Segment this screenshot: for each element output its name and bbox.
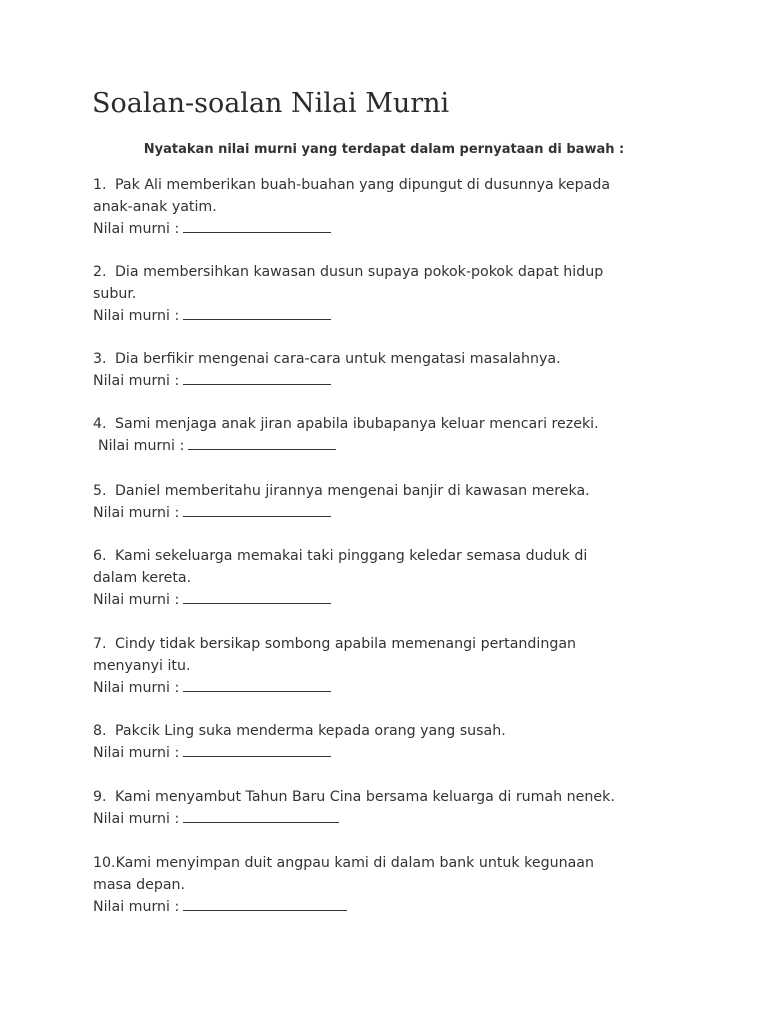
answer-blank-7[interactable] xyxy=(183,677,331,692)
question-3-text-1: Dia berfikir mengenai cara-cara untuk mengatasi masalahnya. xyxy=(115,351,561,367)
question-5-number: 5. xyxy=(93,483,107,499)
answer-label: Nilai murni : xyxy=(98,438,185,454)
question-6-answer xyxy=(93,589,693,611)
question-1-number: 1. xyxy=(93,177,107,193)
question-3 xyxy=(93,348,693,392)
question-2-line-1 xyxy=(93,261,693,283)
answer-blank-1[interactable] xyxy=(183,218,331,233)
question-6 xyxy=(93,545,693,611)
answer-label: Nilai murni : xyxy=(93,308,180,324)
question-10-number: 10. xyxy=(93,855,116,871)
question-8-answer xyxy=(93,742,693,764)
question-4-answer xyxy=(93,435,693,457)
answer-label: Nilai murni : xyxy=(93,745,180,761)
question-9-line-1 xyxy=(93,786,693,808)
answer-blank-9[interactable] xyxy=(183,808,339,823)
question-4-number: 4. xyxy=(93,416,107,432)
question-3-line-1 xyxy=(93,348,693,370)
question-5-answer xyxy=(93,502,693,524)
question-7-answer xyxy=(93,677,693,699)
question-10-answer xyxy=(93,896,693,918)
question-7-text-2: menyanyi itu. xyxy=(93,658,191,674)
answer-blank-8[interactable] xyxy=(183,742,331,757)
question-6-line-1 xyxy=(93,545,693,567)
question-1 xyxy=(93,174,693,240)
question-7 xyxy=(93,633,693,699)
question-8-text-1: Pakcik Ling suka menderma kepada orang yang susah. xyxy=(115,723,506,739)
question-9-number: 9. xyxy=(93,789,107,805)
question-10 xyxy=(93,852,693,918)
question-4-text-1: Sami menjaga anak jiran apabila ibubapanya keluar mencari rezeki. xyxy=(115,416,599,432)
question-7-number: 7. xyxy=(93,636,107,652)
question-9-text-1: Kami menyambut Tahun Baru Cina bersama keluarga di rumah nenek. xyxy=(115,789,615,805)
answer-label: Nilai murni : xyxy=(93,680,180,696)
answer-blank-2[interactable] xyxy=(183,305,331,320)
answer-blank-10[interactable] xyxy=(183,896,347,911)
answer-blank-6[interactable] xyxy=(183,589,331,604)
question-10-line-1 xyxy=(93,852,693,874)
question-2-answer xyxy=(93,305,693,327)
answer-blank-3[interactable] xyxy=(183,370,331,385)
answer-blank-4[interactable] xyxy=(188,435,336,450)
answer-label: Nilai murni : xyxy=(93,373,180,389)
question-1-text-1: Pak Ali memberikan buah-buahan yang dipungut di dusunnya kepada xyxy=(115,177,611,193)
question-3-answer xyxy=(93,370,693,392)
question-10-text-1: Kami menyimpan duit angpau kami di dalam bank untuk kegunaan xyxy=(115,855,594,871)
question-1-text-2: anak-anak yatim. xyxy=(93,199,217,215)
question-1-answer xyxy=(93,218,693,240)
answer-label: Nilai murni : xyxy=(93,592,180,608)
question-5-line-1 xyxy=(93,480,693,502)
question-6-number: 6. xyxy=(93,548,107,564)
question-4 xyxy=(93,413,693,457)
question-9-answer xyxy=(93,808,693,830)
question-2-text-2: subur. xyxy=(93,286,137,302)
question-2 xyxy=(93,261,693,327)
answer-label: Nilai murni : xyxy=(93,811,180,827)
answer-blank-5[interactable] xyxy=(183,502,331,517)
question-10-text-2: masa depan. xyxy=(93,877,186,893)
question-5-text-1: Daniel memberitahu jirannya mengenai banjir di kawasan mereka. xyxy=(115,483,590,499)
question-2-number: 2. xyxy=(93,264,107,280)
question-7-text-1: Cindy tidak bersikap sombong apabila memenangi pertandingan xyxy=(115,636,577,652)
question-6-text-1: Kami sekeluarga memakai taki pinggang keledar semasa duduk di xyxy=(115,548,588,564)
question-8 xyxy=(93,720,693,764)
question-2-text-1: Dia membersihkan kawasan dusun supaya pokok-pokok dapat hidup xyxy=(115,264,604,280)
question-8-line-1 xyxy=(93,720,693,742)
answer-label: Nilai murni : xyxy=(93,505,180,521)
question-1-line-1 xyxy=(93,174,693,196)
question-5 xyxy=(93,480,693,524)
question-6-text-2: dalam kereta. xyxy=(93,570,192,586)
question-8-number: 8. xyxy=(93,723,107,739)
question-4-line-1 xyxy=(93,413,693,435)
question-3-number: 3. xyxy=(93,351,107,367)
question-7-line-1 xyxy=(93,633,693,655)
page-title: Soalan-soalan Nilai Murni xyxy=(92,88,450,119)
instruction-text: Nyatakan nilai murni yang terdapat dalam pernyataan di bawah : xyxy=(143,142,625,157)
answer-label: Nilai murni : xyxy=(93,899,180,915)
question-9 xyxy=(93,786,693,830)
answer-label: Nilai murni : xyxy=(93,221,180,237)
